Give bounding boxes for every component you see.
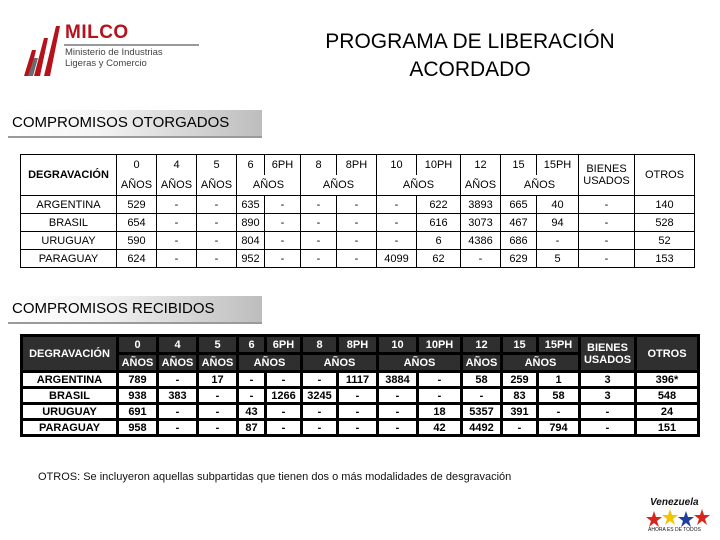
value-cell: 529 — [117, 196, 157, 214]
value-cell: 4386 — [461, 232, 501, 250]
value-cell: 624 — [117, 250, 157, 268]
value-cell: 396* — [636, 372, 699, 388]
value-cell: 42 — [418, 420, 462, 436]
value-cell: - — [302, 420, 338, 436]
country-cell: BRASIL — [21, 214, 117, 232]
value-cell: 548 — [636, 388, 699, 404]
header-col-12: 12 — [461, 155, 501, 176]
value-cell: 17 — [198, 372, 238, 388]
page-title — [290, 28, 650, 84]
header-col-6: 6 — [237, 155, 265, 176]
header-col-5: 5 — [197, 155, 237, 176]
value-cell: - — [158, 404, 198, 420]
value-cell: 3 — [580, 372, 636, 388]
header-col-15ph: 15PH — [537, 155, 579, 176]
value-cell: - — [265, 214, 301, 232]
country-cell: URUGUAY — [22, 404, 118, 420]
value-cell: - — [338, 420, 378, 436]
value-cell: 3 — [580, 388, 636, 404]
header-anos: AÑOS — [157, 175, 197, 196]
header-anos: AÑOS — [302, 354, 378, 372]
value-cell: - — [377, 232, 417, 250]
value-cell: 5357 — [462, 404, 502, 420]
value-cell: 958 — [118, 420, 158, 436]
value-cell: - — [579, 196, 635, 214]
venezuela-badge — [640, 497, 714, 537]
header-anos: AÑOS — [158, 354, 198, 372]
value-cell: - — [378, 404, 418, 420]
header-anos: AÑOS — [237, 175, 301, 196]
value-cell: - — [502, 420, 538, 436]
recibidos-body — [22, 372, 699, 436]
value-cell: 43 — [238, 404, 266, 420]
value-cell: - — [337, 250, 377, 268]
value-cell: - — [461, 250, 501, 268]
value-cell: - — [378, 388, 418, 404]
value-cell: 18 — [418, 404, 462, 420]
milco-logo — [22, 20, 192, 82]
value-cell: - — [198, 388, 238, 404]
table-row — [21, 214, 695, 232]
value-cell: 140 — [635, 196, 695, 214]
value-cell: - — [238, 372, 266, 388]
value-cell: - — [266, 404, 302, 420]
header-usados: USADOS — [583, 175, 630, 187]
value-cell: 1117 — [338, 372, 378, 388]
header-col-12: 12 — [462, 336, 502, 354]
logo-subtitle: Ministerio de Industrias Ligeras y Comercio — [65, 47, 163, 69]
header-col-5: 5 — [198, 336, 238, 354]
value-cell: - — [302, 372, 338, 388]
value-cell: 52 — [635, 232, 695, 250]
value-cell: 3245 — [302, 388, 338, 404]
value-cell: 58 — [538, 388, 580, 404]
value-cell: - — [462, 388, 502, 404]
value-cell: 6 — [417, 232, 461, 250]
table-row — [21, 232, 695, 250]
logo-divider — [64, 44, 199, 46]
value-cell: - — [157, 196, 197, 214]
recibidos-table — [20, 334, 700, 437]
value-cell: 890 — [237, 214, 265, 232]
value-cell: 4099 — [377, 250, 417, 268]
header-col-0: 0 — [117, 155, 157, 176]
header-col-10ph: 10PH — [418, 336, 462, 354]
header-anos: AÑOS — [462, 354, 502, 372]
value-cell: - — [266, 372, 302, 388]
value-cell: - — [302, 404, 338, 420]
value-cell: 691 — [118, 404, 158, 420]
header-col-8: 8 — [301, 155, 337, 176]
header-col-15: 15 — [501, 155, 537, 176]
header-col-4: 4 — [157, 155, 197, 176]
value-cell: 3073 — [461, 214, 501, 232]
value-cell: 590 — [117, 232, 157, 250]
value-cell: - — [197, 196, 237, 214]
header-bienes-usados — [580, 336, 636, 372]
value-cell: - — [580, 404, 636, 420]
value-cell: - — [197, 214, 237, 232]
country-cell: ARGENTINA — [21, 196, 117, 214]
value-cell: 259 — [502, 372, 538, 388]
value-cell: 5 — [537, 250, 579, 268]
table-header-row — [22, 336, 699, 354]
header-anos: AÑOS — [118, 354, 158, 372]
value-cell: - — [198, 404, 238, 420]
value-cell: - — [301, 232, 337, 250]
value-cell: - — [157, 214, 197, 232]
value-cell: - — [157, 250, 197, 268]
value-cell: - — [579, 232, 635, 250]
value-cell: 4492 — [462, 420, 502, 436]
header-col-6ph: 6PH — [265, 155, 301, 176]
value-cell: - — [337, 232, 377, 250]
header-degravacion: DEGRAVACIÓN — [21, 155, 117, 196]
header-degravacion: DEGRAVACIÓN — [22, 336, 118, 372]
header-col-10: 10 — [378, 336, 418, 354]
value-cell: 383 — [158, 388, 198, 404]
header-bienes: BIENES — [586, 163, 627, 175]
value-cell: 467 — [501, 214, 537, 232]
header-anos: AÑOS — [301, 175, 377, 196]
table-row — [22, 388, 699, 404]
header-col-6: 6 — [238, 336, 266, 354]
value-cell: 58 — [462, 372, 502, 388]
logo-name: MILCO — [65, 22, 129, 43]
value-cell: 391 — [502, 404, 538, 420]
value-cell: 804 — [237, 232, 265, 250]
value-cell: 952 — [237, 250, 265, 268]
header-anos: AÑOS — [501, 175, 579, 196]
header-anos: AÑOS — [502, 354, 580, 372]
value-cell: - — [418, 372, 462, 388]
value-cell: 24 — [636, 404, 699, 420]
footnote: OTROS: Se incluyeron aquellas subpartidas que tienen dos o más modalidades de desgravación — [38, 471, 512, 483]
value-cell: - — [537, 232, 579, 250]
value-cell: - — [238, 388, 266, 404]
section-otorgados: COMPROMISOS OTORGADOS — [8, 110, 262, 138]
value-cell: - — [338, 404, 378, 420]
value-cell: 94 — [537, 214, 579, 232]
country-cell: URUGUAY — [21, 232, 117, 250]
header-anos: AÑOS — [198, 354, 238, 372]
country-cell: BRASIL — [22, 388, 118, 404]
header-usados: USADOS — [583, 353, 632, 366]
value-cell: 629 — [501, 250, 537, 268]
otorgados-table — [20, 154, 695, 268]
title-line-2: ACORDADO — [409, 58, 531, 81]
value-cell: 1 — [538, 372, 580, 388]
value-cell: 938 — [118, 388, 158, 404]
value-cell: - — [337, 214, 377, 232]
table-row — [21, 250, 695, 268]
otorgados-body — [21, 196, 695, 268]
header-col-0: 0 — [118, 336, 158, 354]
table-header-row — [21, 155, 695, 176]
header-anos: AÑOS — [117, 175, 157, 196]
header-otros: OTROS — [636, 336, 699, 372]
value-cell: - — [265, 232, 301, 250]
value-cell: 622 — [417, 196, 461, 214]
header-col-15: 15 — [502, 336, 538, 354]
header-col-10ph: 10PH — [417, 155, 461, 176]
value-cell: - — [301, 196, 337, 214]
title-line-1: PROGRAMA DE LIBERACIÓN — [325, 30, 615, 53]
value-cell: - — [579, 214, 635, 232]
value-cell: 153 — [635, 250, 695, 268]
value-cell: - — [301, 250, 337, 268]
header-bienes-usados — [579, 155, 635, 196]
header-anos: AÑOS — [377, 175, 461, 196]
value-cell: - — [338, 388, 378, 404]
value-cell: - — [197, 232, 237, 250]
value-cell: - — [266, 420, 302, 436]
value-cell: 62 — [417, 250, 461, 268]
value-cell: - — [377, 196, 417, 214]
value-cell: 616 — [417, 214, 461, 232]
value-cell: - — [580, 420, 636, 436]
country-cell: PARAGUAY — [22, 420, 118, 436]
value-cell: - — [158, 420, 198, 436]
value-cell: - — [418, 388, 462, 404]
header-anos: AÑOS — [461, 175, 501, 196]
value-cell: - — [301, 214, 337, 232]
value-cell: 1266 — [266, 388, 302, 404]
country-cell: PARAGUAY — [21, 250, 117, 268]
value-cell: 3884 — [378, 372, 418, 388]
value-cell: 528 — [635, 214, 695, 232]
header-col-4: 4 — [158, 336, 198, 354]
value-cell: - — [158, 372, 198, 388]
header-otros: OTROS — [635, 155, 695, 196]
table-row — [21, 196, 695, 214]
table-row — [22, 404, 699, 420]
value-cell: - — [538, 404, 580, 420]
value-cell: - — [377, 214, 417, 232]
header-bienes: BIENES — [587, 341, 628, 354]
header-col-10: 10 — [377, 155, 417, 176]
section-recibidos: COMPROMISOS RECIBIDOS — [8, 296, 262, 324]
header-col-8ph: 8PH — [338, 336, 378, 354]
value-cell: - — [265, 196, 301, 214]
value-cell: 87 — [238, 420, 266, 436]
value-cell: 686 — [501, 232, 537, 250]
value-cell: - — [378, 420, 418, 436]
value-cell: 794 — [538, 420, 580, 436]
value-cell: - — [579, 250, 635, 268]
header-anos: AÑOS — [197, 175, 237, 196]
value-cell: 83 — [502, 388, 538, 404]
header-col-6ph: 6PH — [266, 336, 302, 354]
header-anos: AÑOS — [238, 354, 302, 372]
value-cell: 151 — [636, 420, 699, 436]
value-cell: 40 — [537, 196, 579, 214]
header-col-15ph: 15PH — [538, 336, 580, 354]
table-row — [22, 372, 699, 388]
header-anos: AÑOS — [378, 354, 462, 372]
value-cell: 654 — [117, 214, 157, 232]
value-cell: 635 — [237, 196, 265, 214]
country-cell: ARGENTINA — [22, 372, 118, 388]
badge-subtitle: AHORA ES DE TODOS — [648, 527, 701, 533]
value-cell: - — [197, 250, 237, 268]
value-cell: - — [157, 232, 197, 250]
header-col-8ph: 8PH — [337, 155, 377, 176]
value-cell: 3893 — [461, 196, 501, 214]
header-col-8: 8 — [302, 336, 338, 354]
value-cell: - — [337, 196, 377, 214]
value-cell: 789 — [118, 372, 158, 388]
badge-name: Venezuela — [650, 497, 699, 508]
value-cell: - — [198, 420, 238, 436]
value-cell: 665 — [501, 196, 537, 214]
milco-emblem-icon — [22, 20, 62, 78]
table-row — [22, 420, 699, 436]
value-cell: - — [265, 250, 301, 268]
